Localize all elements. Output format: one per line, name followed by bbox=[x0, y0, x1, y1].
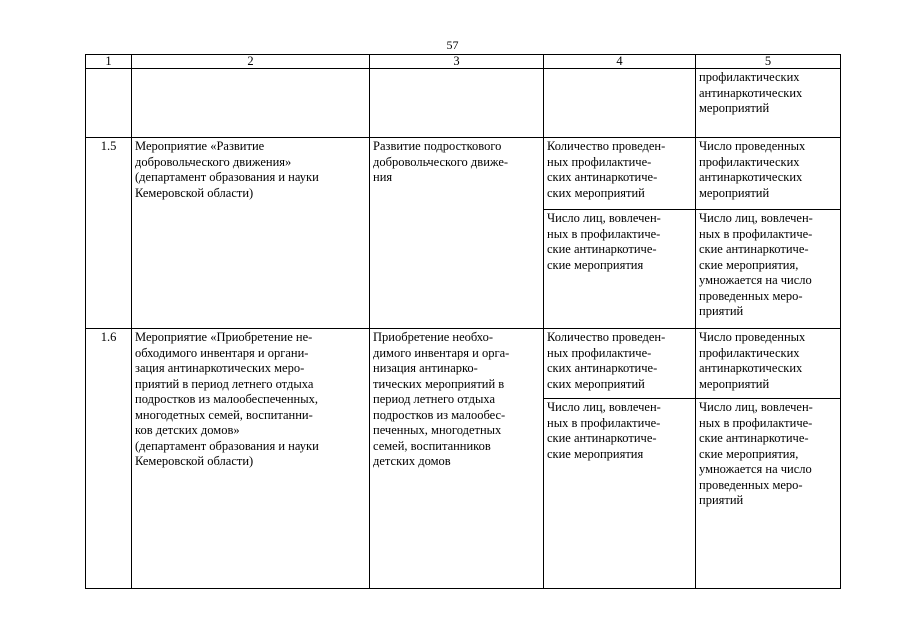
text-line: антинаркотических bbox=[699, 361, 803, 375]
text-line: ных в профилактиче- bbox=[547, 415, 661, 430]
continuation-calc-cell bbox=[696, 69, 841, 138]
table-header-row bbox=[86, 55, 841, 69]
page-number: 57 bbox=[446, 38, 459, 52]
text-line: добровольческого движе- bbox=[373, 154, 509, 169]
text-line: (департамент образования и науки bbox=[135, 170, 319, 184]
text-line: печенных, многодетных bbox=[373, 423, 502, 437]
indicator-cell bbox=[544, 210, 696, 329]
description-cell bbox=[370, 329, 544, 589]
row-number: 1.6 bbox=[86, 329, 132, 589]
text-line: добровольческого движения» bbox=[135, 154, 292, 169]
text-line: антинаркотических bbox=[699, 85, 803, 100]
text-line: ных профилактиче- bbox=[547, 154, 652, 169]
text-line: Количество проведен- bbox=[547, 330, 666, 344]
text-line: период летнего отдыха bbox=[373, 392, 496, 406]
text-line: профилактических bbox=[699, 345, 800, 360]
text-line: многодетных семей, воспитанни- bbox=[135, 407, 313, 422]
text-line: ские антинаркотиче- bbox=[547, 431, 657, 445]
text-line: ские мероприятия, bbox=[699, 257, 799, 272]
text-line: профилактических bbox=[699, 70, 800, 84]
text-line: Число лиц, вовлечен- bbox=[547, 211, 661, 225]
text-line: обходимого инвентаря и органи- bbox=[135, 345, 309, 360]
text-line: детских домов bbox=[373, 454, 451, 468]
text-line: проведенных меро- bbox=[699, 477, 803, 492]
continuation-cell-1 bbox=[86, 69, 132, 138]
text-line: умножается на число bbox=[699, 462, 812, 476]
text-line: Число лиц, вовлечен- bbox=[699, 211, 813, 225]
text-line: (департамент образования и науки bbox=[135, 438, 319, 453]
text-line: антинаркотических bbox=[699, 170, 803, 184]
text-line: Развитие подросткового bbox=[373, 139, 502, 153]
text-line: Количество проведен- bbox=[547, 139, 666, 153]
text-line: приятий bbox=[699, 493, 744, 507]
text-line: умножается на число bbox=[699, 273, 812, 287]
header-col-3: 3 bbox=[370, 55, 544, 69]
text-line: ские мероприятия, bbox=[699, 446, 799, 461]
calculation-cell bbox=[696, 138, 841, 210]
text-line: проведенных меро- bbox=[699, 288, 803, 303]
text-line: ские мероприятия bbox=[547, 446, 644, 461]
text-line: подростков из малообеспеченных, bbox=[135, 392, 318, 406]
text-line: приятий bbox=[699, 304, 744, 318]
continuation-row bbox=[86, 69, 841, 138]
table-row bbox=[86, 329, 841, 399]
calculation-cell bbox=[696, 210, 841, 329]
text-line: зация антинаркотических меро- bbox=[135, 361, 305, 375]
text-line: Число проведенных bbox=[699, 139, 806, 153]
text-line: ских антинаркотиче- bbox=[547, 361, 658, 375]
header-col-5: 5 bbox=[696, 55, 841, 69]
continuation-cell-3 bbox=[370, 69, 544, 138]
indicator-cell bbox=[544, 138, 696, 210]
text-line: Число лиц, вовлечен- bbox=[699, 400, 813, 414]
text-line: ков детских домов» bbox=[135, 423, 240, 437]
text-line: мероприятий bbox=[699, 185, 770, 200]
header-col-2: 2 bbox=[132, 55, 370, 69]
header-col-4: 4 bbox=[544, 55, 696, 69]
table-row bbox=[86, 138, 841, 210]
text-line: ных профилактиче- bbox=[547, 345, 652, 360]
text-line: ские антинаркотиче- bbox=[699, 431, 809, 445]
text-line: ных в профилактиче- bbox=[547, 226, 661, 241]
header-col-1: 1 bbox=[86, 55, 132, 69]
activity-cell bbox=[132, 138, 370, 329]
text-line: Число лиц, вовлечен- bbox=[547, 400, 661, 414]
text-line: мероприятий bbox=[699, 101, 770, 115]
program-table bbox=[85, 54, 841, 589]
calculation-cell bbox=[696, 399, 841, 589]
text-line: ных в профилактиче- bbox=[699, 226, 813, 241]
text-line: димого инвентаря и орга- bbox=[373, 345, 510, 360]
calculation-cell bbox=[696, 329, 841, 399]
text-line: тических мероприятий в bbox=[373, 376, 505, 391]
text-line: ские антинаркотиче- bbox=[547, 242, 657, 256]
indicator-cell bbox=[544, 329, 696, 399]
text-line: профилактических bbox=[699, 154, 800, 169]
continuation-cell-2 bbox=[132, 69, 370, 138]
text-line: семей, воспитанников bbox=[373, 438, 491, 453]
text-line: ских мероприятий bbox=[547, 376, 645, 391]
text-line: низация антинарко- bbox=[373, 361, 478, 375]
text-line: Приобретение необхо- bbox=[373, 330, 493, 344]
activity-cell bbox=[132, 329, 370, 589]
text-line: ния bbox=[373, 170, 393, 184]
text-line: ских мероприятий bbox=[547, 185, 645, 200]
indicator-cell bbox=[544, 399, 696, 589]
text-line: ных в профилактиче- bbox=[699, 415, 813, 430]
text-line: Кемеровской области) bbox=[135, 454, 254, 468]
text-line: подростков из малообес- bbox=[373, 407, 506, 422]
text-line: ские мероприятия bbox=[547, 257, 644, 272]
text-line: ских антинаркотиче- bbox=[547, 170, 658, 184]
text-line: Мероприятие «Развитие bbox=[135, 139, 265, 153]
row-number: 1.5 bbox=[86, 138, 132, 329]
text-line: Число проведенных bbox=[699, 330, 806, 344]
text-line: ские антинаркотиче- bbox=[699, 242, 809, 256]
text-line: мероприятий bbox=[699, 376, 770, 391]
text-line: Мероприятие «Приобретение не- bbox=[135, 330, 313, 344]
continuation-cell-4 bbox=[544, 69, 696, 138]
text-line: Кемеровской области) bbox=[135, 185, 254, 200]
text-line: приятий в период летнего отдыха bbox=[135, 376, 314, 391]
description-cell bbox=[370, 138, 544, 329]
